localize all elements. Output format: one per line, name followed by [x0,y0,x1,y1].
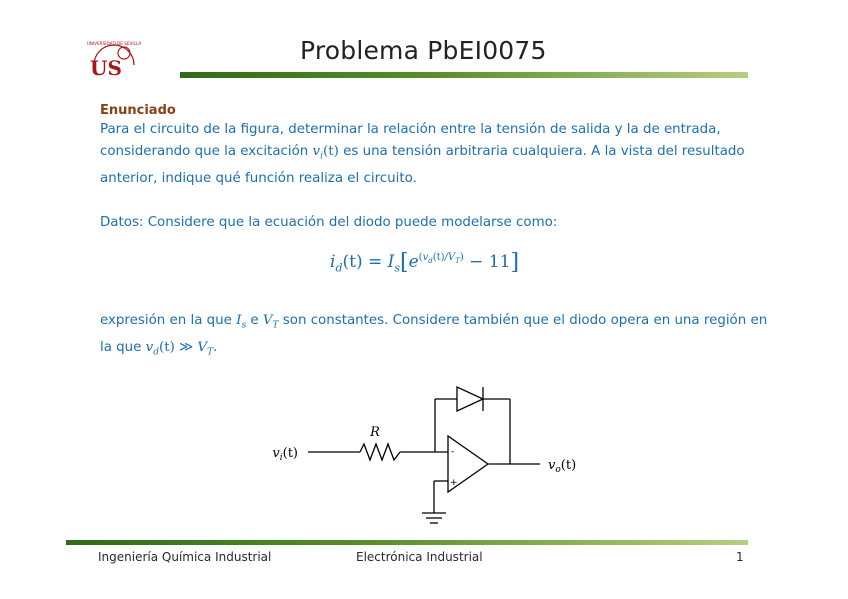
datos-line: Datos: Considere que la ecuación del diodo puede modelarse como: [100,214,558,230]
statement-text-b: es una tensión arbitraria cualquiera. A la vista del resultado anterior, indique qué función realiza el circuito. [100,144,745,186]
input-var: $v_i(t)$ [312,144,339,162]
university-logo [86,35,142,81]
statement-text-a: Para el circuito de la figura, determinar la relación entre la tensión de salida y la de entrada, considerando que la excitación [100,122,721,159]
opamp-plus: + [450,478,458,488]
constants-paragraph: expresión en la que $I_s$ e $V_T$ son constantes. Considere también que el diodo opera en una región en la que $v_d(t)$ ≫ $V_T$. [100,313,768,358]
logo-monogram: US [90,56,122,80]
diode-equation: $i_d(t) = I_s[e^{(v_d(t)/V_T)} - 11]$ [330,250,520,275]
circuit-diagram [250,380,610,530]
diode [457,387,483,411]
page-title: Problema PbEI0075 [300,36,547,65]
page-number: 1 [736,550,744,564]
footer-course: Ingeniería Química Industrial [98,550,272,564]
resistor [360,444,400,460]
title-divider [180,72,748,78]
opamp-minus: - [451,447,455,457]
section-heading: Enunciado [100,103,176,118]
statement-paragraph [100,119,760,190]
statement-block [100,102,760,234]
output-label: $v_o(t)$ [548,458,577,475]
footer-divider [66,540,748,545]
input-label: $v_i(t)$ [272,446,298,463]
resistor-label: R [370,425,380,440]
logo-ring-text: UNIVERSIDAD DE SEVILLA [86,41,142,46]
footer-subject: Electrónica Industrial [356,550,483,564]
